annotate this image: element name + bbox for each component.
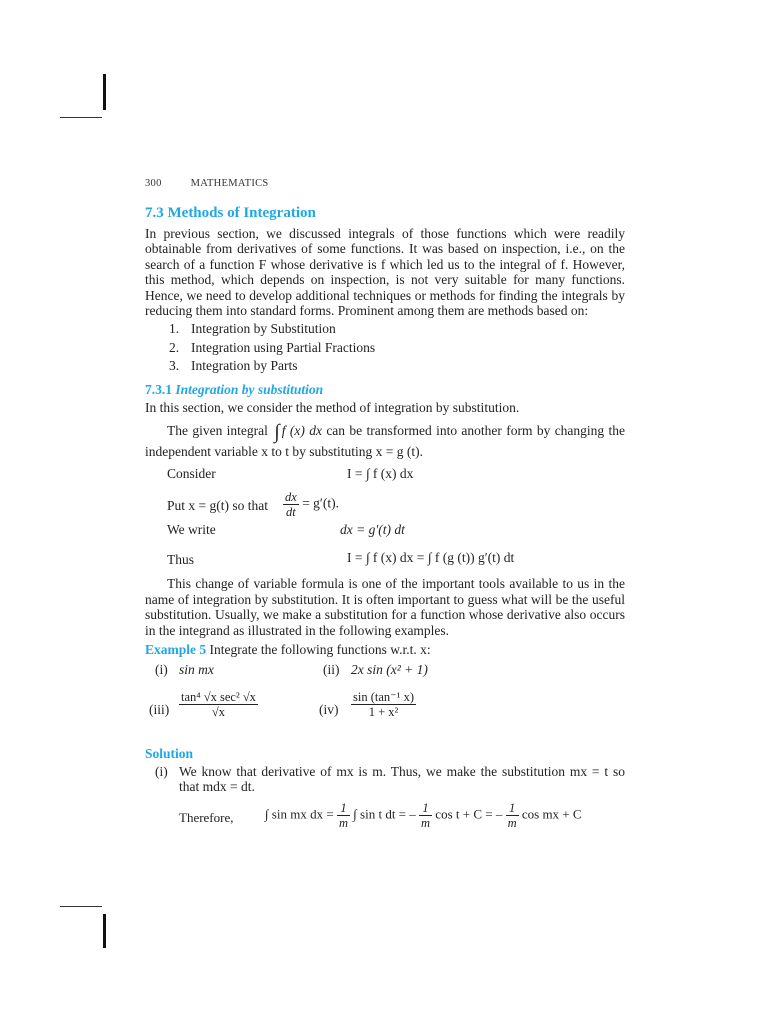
crop-mark-top-horizontal [60, 117, 102, 118]
we-write-row: We write dx = g′(t) dt [167, 522, 405, 538]
example-iv-fraction: $\frac{\text{sin (tan⁻¹ x)}}{\text{1 + x²}}$ [353, 689, 415, 719]
crop-mark-top-vertical [103, 74, 106, 110]
change-paragraph: This change of variable formula is one of the important tools available to us in the name of integration by substitution. It is often important to guess what will be the useful substitution. Usually, we make a substitution for a function whose derivative also occurs in the integrand as illustrated in the following examples. [145, 576, 625, 638]
subsection-intro: In this section, we consider the method of integration by substitution. [145, 399, 520, 415]
section-title: 7.3 Methods of Integration [145, 205, 316, 221]
thus-row: Thus I = ∫ f (x) dx = ∫ f (g (t)) g′(t) dt [167, 550, 515, 568]
dx-dt-fraction: $\frac{dx}{dt}$ [285, 490, 297, 520]
running-head [145, 178, 625, 189]
given-integral-paragraph: The given integral ∫ f (x) dx can be transformed into another form by changing the independent variable x to t by substituting x = g (t). [145, 421, 626, 460]
example-row-2: (iii) tan⁴ √x sec² √x √x (iv) $\frac{\text{sin (tan⁻¹ x)}}{\text{1 + x²}}$ [149, 689, 415, 719]
subsection-title: 7.3.1 Integration by substitution [145, 381, 324, 397]
crop-mark-bottom-horizontal [60, 906, 102, 907]
solution-part-i: (i) We know that derivative of mx is m. Thus, we make the substitution mx = t so that mdx = dt. [155, 763, 625, 795]
page-content [145, 178, 625, 837]
crop-mark-bottom-vertical [103, 914, 106, 948]
consider-row: Consider I = ∫ f (x) dx [167, 466, 414, 482]
example-heading: Example 5 Integrate the following functions w.r.t. x: [145, 641, 431, 657]
method-item: 3. Integration by Parts [169, 358, 298, 374]
therefore-row: Therefore, ∫ sin mx dx = $\frac{1}{m}$ ∫ sin t dt = – $\frac{1}{m}$ cos t + C = – $\frac{1}{m}$ cos mx + C [179, 800, 582, 830]
fraction-1-over-m: $\frac{1}{m}$ [507, 800, 517, 830]
example-iii-fraction: tan⁴ √x sec² √x √x [181, 689, 256, 719]
page-number: 300 [145, 178, 162, 189]
solution-heading: Solution [145, 745, 194, 761]
intro-paragraph: In previous section, we discussed integrals of those functions which were readily obtainable from derivatives of some functions. It was based on inspection, i.e., on the search of a function F whose derivative is f which led us to the integral of f. However, this method, which depends on inspection, is not very suitable for many functions. Hence, we need to develop additional techniques or methods for finding the integrals by reducing them into standard forms. Prominent among them are methods based on: [145, 226, 625, 319]
running-title: MATHEMATICS [190, 178, 269, 189]
put-row: Put x = g(t) so that $\frac{dx}{dt}$ = g′(t). [167, 490, 339, 520]
fraction-1-over-m: $\frac{1}{m}$ [338, 800, 348, 830]
methods-list [145, 320, 625, 376]
method-item: 2. Integration using Partial Fractions [169, 339, 376, 355]
method-item: 1. Integration by Substitution [169, 321, 336, 337]
example-row-1: (i) sin mx (ii) 2x sin (x² + 1) [155, 661, 428, 677]
fraction-1-over-m: $\frac{1}{m}$ [421, 800, 431, 830]
